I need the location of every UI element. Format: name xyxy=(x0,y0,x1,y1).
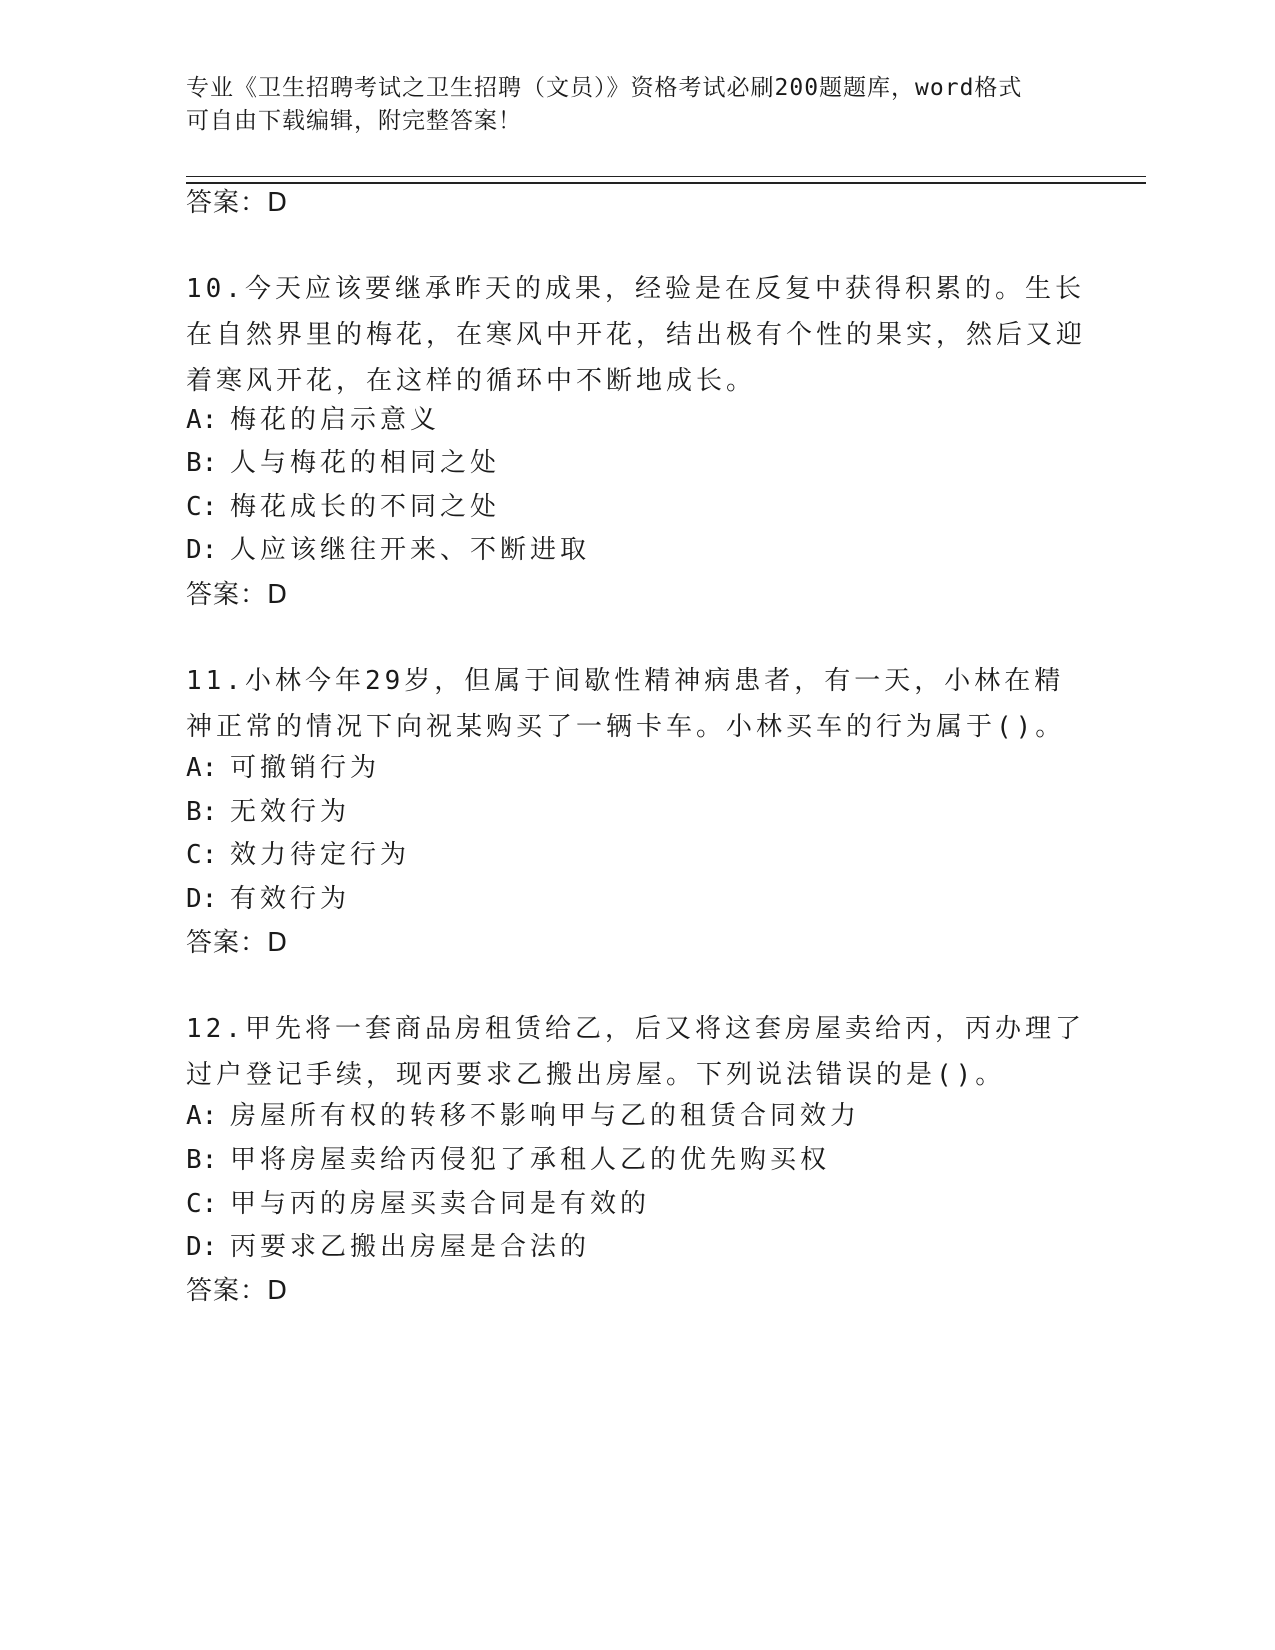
option-text: 房屋所有权的转移不影响甲与乙的租赁合同效力 xyxy=(230,1101,861,1131)
question-12-stem: 12.甲先将一套商品房租赁给乙，后又将这套房屋卖给丙，丙办理了过户登记手续，现丙要求乙搬出房屋。下列说法错误的是()。 xyxy=(186,1014,1085,1090)
question-12-option-a xyxy=(186,1101,860,1131)
question-10-answer: 答案：D xyxy=(186,580,289,610)
option-text: 无效行为 xyxy=(230,797,351,827)
option-text: 有效行为 xyxy=(230,884,351,914)
option-text: 甲将房屋卖给丙侵犯了承租人乙的优先购买权 xyxy=(230,1145,831,1175)
question-10-stem: 10.今天应该要继承昨天的成果，经验是在反复中获得积累的。生长在自然界里的梅花，在寒风中开花，结出极有个性的果实，然后又迎着寒风开花，在这样的循环中不断地成长。 xyxy=(186,274,1087,396)
option-letter: D: xyxy=(186,884,218,914)
option-letter: B: xyxy=(186,797,218,827)
option-text: 效力待定行为 xyxy=(230,840,411,870)
option-text: 可撤销行为 xyxy=(230,753,381,783)
option-text: 人应该继往开来、不断进取 xyxy=(230,535,591,565)
option-letter: A: xyxy=(186,753,218,783)
question-12-option-d xyxy=(186,1232,590,1262)
page-header xyxy=(186,72,1066,138)
previous-answer: 答案：D xyxy=(186,188,289,218)
question-10-option-d xyxy=(186,535,590,565)
question-11-option-c xyxy=(186,840,410,870)
option-letter: A: xyxy=(186,405,218,435)
question-11-option-a xyxy=(186,753,380,783)
question-11-option-d xyxy=(186,884,350,914)
question-10-option-a xyxy=(186,405,440,435)
option-letter: C: xyxy=(186,492,218,522)
option-letter: B: xyxy=(186,1145,218,1175)
question-12-option-b xyxy=(186,1145,830,1175)
header-line-1: 专业《卫生招聘考试之卫生招聘（文员）》资格考试必刷200题题库，word格式 xyxy=(186,75,1023,101)
question-10-option-c xyxy=(186,492,500,522)
option-text: 梅花成长的不同之处 xyxy=(230,492,501,522)
option-letter: C: xyxy=(186,840,218,870)
option-text: 人与梅花的相同之处 xyxy=(230,448,501,478)
question-11-option-b xyxy=(186,797,350,827)
option-text: 丙要求乙搬出房屋是合法的 xyxy=(230,1232,591,1262)
option-letter: D: xyxy=(186,1232,218,1262)
question-12-option-c xyxy=(186,1189,650,1219)
question-10-option-b xyxy=(186,448,500,478)
option-letter: C: xyxy=(186,1189,218,1219)
header-line-2: 可自由下载编辑，附完整答案！ xyxy=(186,108,522,134)
option-letter: D: xyxy=(186,535,218,565)
question-11-stem: 11.小林今年29岁，但属于间歇性精神病患者，有一天，小林在精神正常的情况下向祝某购买了一辆卡车。小林买车的行为属于()。 xyxy=(186,666,1066,742)
option-letter: A: xyxy=(186,1101,218,1131)
question-12-answer: 答案：D xyxy=(186,1276,289,1306)
option-text: 梅花的启示意义 xyxy=(230,405,441,435)
question-11-answer: 答案：D xyxy=(186,928,289,958)
option-letter: B: xyxy=(186,448,218,478)
option-text: 甲与丙的房屋买卖合同是有效的 xyxy=(230,1189,651,1219)
header-divider xyxy=(186,176,1146,184)
